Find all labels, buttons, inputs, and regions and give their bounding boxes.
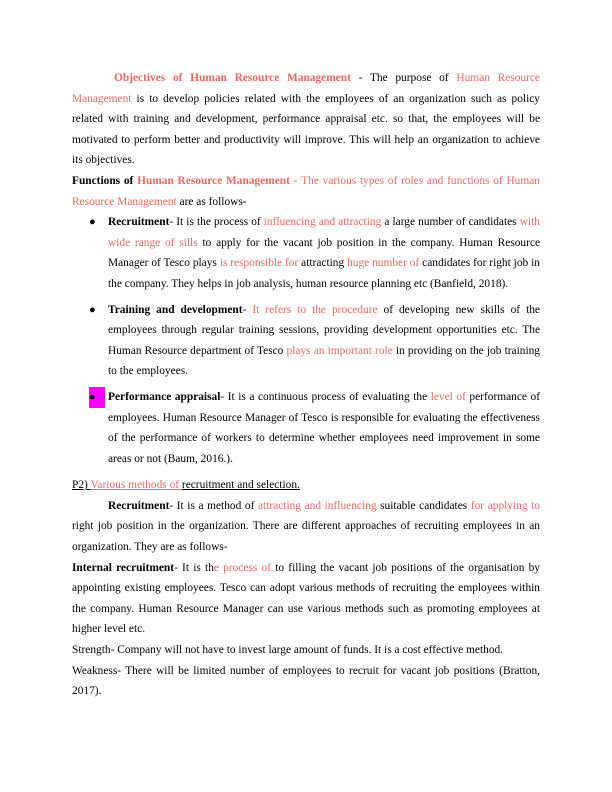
section-heading-p2: P2) Various methods of recruitment and selection.	[72, 479, 300, 492]
functions-paragraph: Functions of Human Resource Management - The various types of roles and functions of Human Resource Management are as follows-	[72, 174, 540, 208]
bullet-icon: ●	[89, 303, 96, 316]
strength-paragraph: Strength- Company will not have to invest large amount of funds. It is a cost effective method.	[72, 644, 504, 657]
bullet-icon-highlighted: ●	[89, 387, 105, 408]
document-page	[72, 68, 540, 702]
functions-heading: Functions of	[72, 174, 138, 187]
objectives-paragraph: Objectives of Human Resource Management - The purpose of Human Resource Management is to develop policies related with the employees of an organization such as policy related with training and development, performance appraisal etc. so that, the employees will be motivated to perform better and productivity will improve. This will help an organization to achieve its objectives.	[72, 72, 540, 167]
list-item: ● Training and development- It refers to the procedure of developing new skills of the employees through regular training sessions, providing development opportunities etc. The Human Resource department of Tesco plays an important role in providing on the job training to the employees.	[72, 300, 540, 382]
recruitment-paragraph: Recruitment- It is a method of attracting and influencing suitable candidates for applying to right job position in the organization. There are different approaches of recruiting employees in an organization. They are as follows-	[72, 499, 541, 554]
functions-list	[72, 212, 540, 469]
objectives-heading: Objectives of Human Resource Management	[114, 72, 351, 84]
list-item: ● Recruitment- It is the process of influencing and attracting a large number of candidates with wide range of sills to apply for the vacant job position in the company. Human Resource Manager of Tesco plays is responsible for attracting huge number of candidates for right job in the company. They helps in job analysis, human resource planning etc (Banfield, 2018).	[72, 212, 540, 294]
internal-recruitment-paragraph: Internal recruitment- It is the process of to filling the vacant job positions of the organisation by appointing existing employees. Tesco can adopt various methods of recruiting the employees within the company. Human Resource Manager can use various methods such as promoting employees at higher level etc.	[72, 561, 540, 636]
weakness-paragraph: Weakness- There will be limited number of employees to recruit for vacant job positions (Bratton, 2017).	[72, 664, 540, 698]
list-item: ● Performance appraisal- It is a continuous process of evaluating the level of performance of employees. Human Resource Manager of Tesco is responsible for evaluating the effectiveness of the performance of workers to determine whether employees need improvement in some areas or not (Baum, 2016.).	[72, 387, 540, 469]
bullet-icon: ●	[89, 216, 96, 229]
